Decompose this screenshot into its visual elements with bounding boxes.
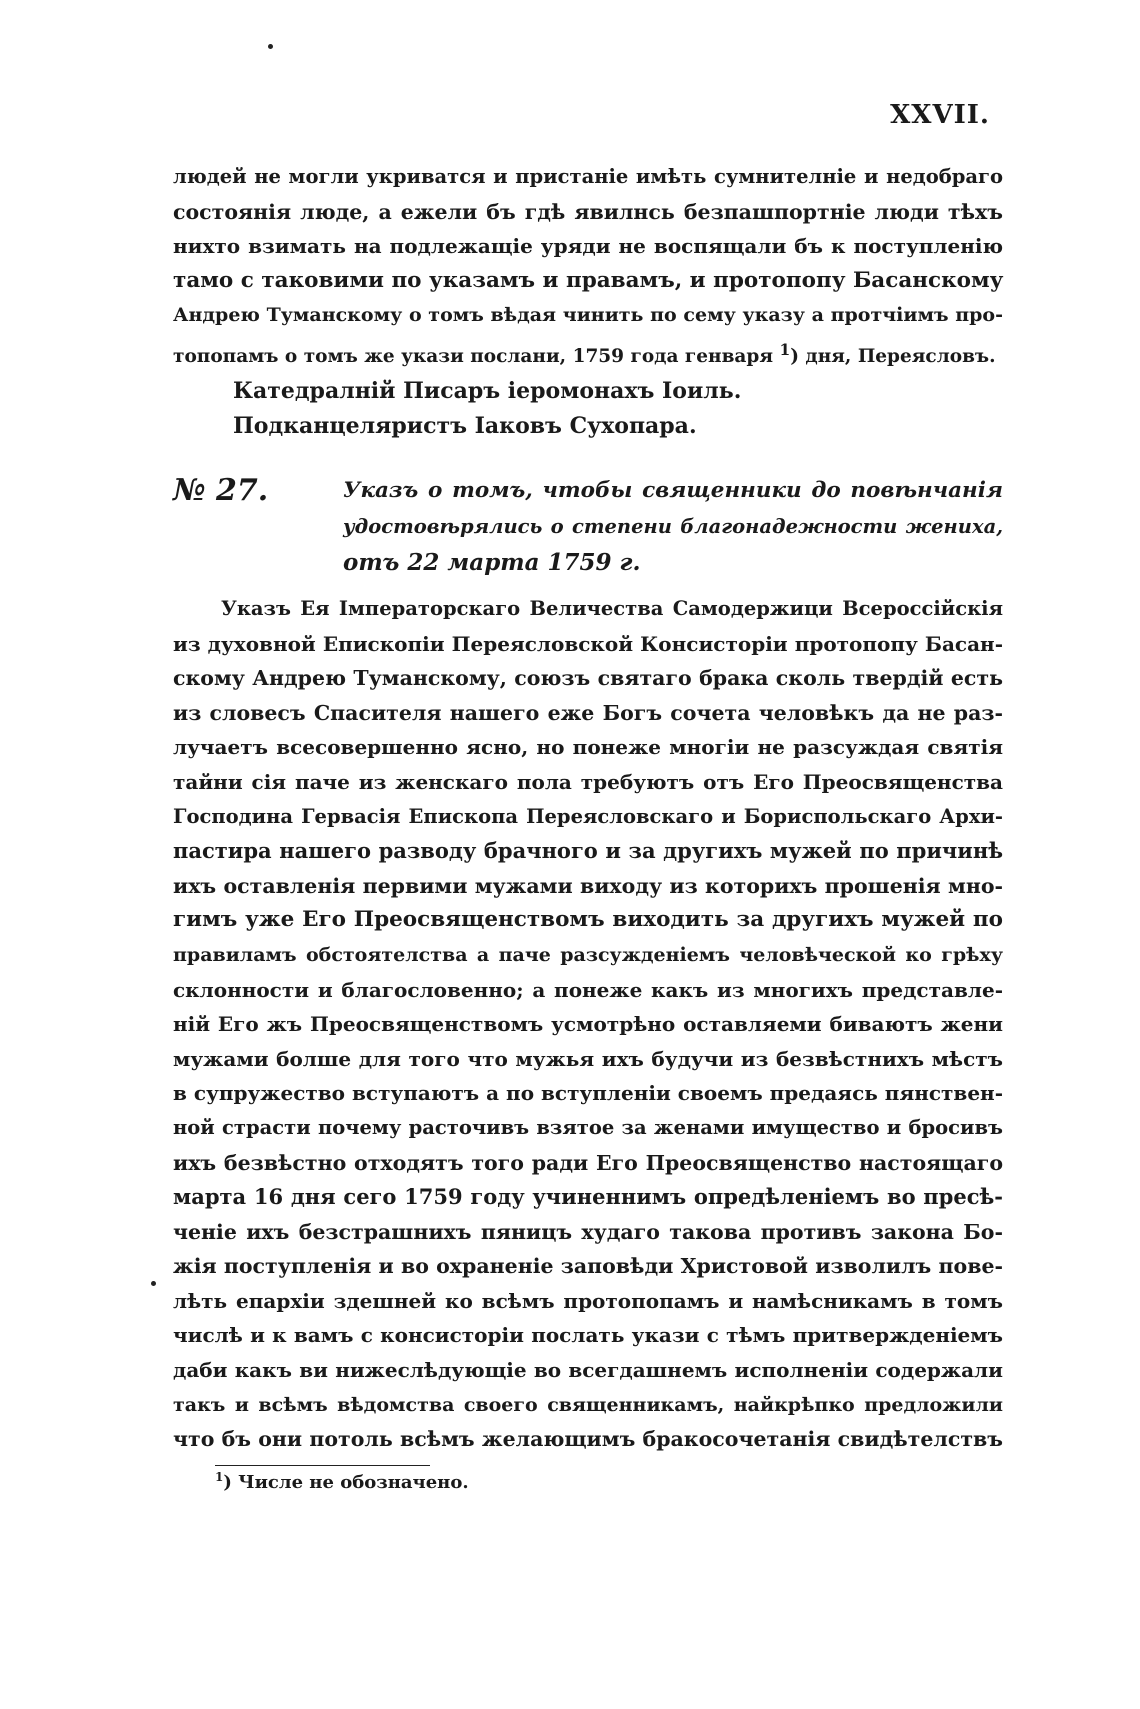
document-body [173,592,1003,1457]
body-line: из словесъ Спасителя нашего еже Богъ сочета человѣкъ да не раз- [173,700,1003,725]
signature-clerk: Подканцеляристъ Іаковъ Сухопара. [233,412,697,439]
text-line [173,333,1003,375]
text-line: людей не могли укриватся и пристаніе имѣть сумнителніе и недобраго [173,165,1003,188]
print-speck [151,1281,156,1286]
continuation-text [173,160,1003,443]
body-line: числѣ и к вамъ с консисторіи послать укази с тѣмъ притвержденіемъ [173,1323,1003,1348]
footnote-ref: 1 [779,340,791,359]
body-line: мужами болше для того что мужья ихъ будучи из безвѣстнихъ мѣстъ [173,1046,1003,1071]
body-line: лучаетъ всесовершенно ясно, но понеже многіи не разсуждая святія [173,735,1003,760]
text-line: нихто взимать на подлежащіе уряди не воспящали бъ к поступленію [173,234,1003,258]
signature-scribe: Катедралній Писаръ іеромонахъ Іоиль. [233,378,742,405]
title-line: удостовѣрялись о степени благонадежности жениха, [343,515,1003,538]
print-speck [268,44,273,49]
body-line: такъ и всѣмъ вѣдомства своего священникамъ, найкрѣпко предложили [173,1393,1003,1416]
footnote [215,1470,469,1493]
text-line-part: топопамъ о томъ же укази послани, 1759 года генваря [173,345,780,367]
footnote-divider [215,1465,430,1466]
body-line: тайни сія паче из женскаго пола требуютъ отъ Его Преосвященства [173,769,1003,794]
body-line: пастира нашего разводу брачного и за другихъ мужей по причинѣ [173,838,1003,864]
body-line: ной страсти почему расточивъ взятое за женами имущество и бросивъ [173,1115,1003,1139]
text-line-part: ) дня, Переясловъ. [790,345,996,367]
body-line: марта 16 дня сего 1759 году учиненнимъ опредѣленіемъ во пресѣ- [173,1184,1003,1210]
body-line: ихъ безвѣстно отходятъ того ради Его Преосвященство настоящаго [173,1150,1003,1175]
footnote-marker: 1 [215,1470,224,1484]
text-line: состоянія люде, а ежели бъ гдѣ явилнсь безпашпортніе люди тѣхъ [173,199,1003,224]
footnote-text: ) Числе не обозначено. [223,1472,469,1493]
body-line: жія поступленія и во охраненіе заповѣди Христовой изволилъ пове- [173,1254,1003,1279]
text-line: Андрею Туманскому о томъ вѣдая чинить по сему указу а протчіимъ про- [173,304,1003,326]
title-line: Указъ о томъ, чтобы священники до повѣнчанія [343,478,1003,503]
body-line: из духовной Епископіи Переясловской Консисторіи протопопу Басан- [173,631,1003,656]
body-line: что бъ они потоль всѣмъ желающимъ бракосочетанія свидѣтелствъ [173,1427,1003,1452]
document-number: № 27. [173,473,269,508]
body-line: правиламъ обстоятелства а паче разсужденіемъ человѣческой ко грѣху [173,943,1003,966]
document-title [343,473,1003,581]
body-line: склонности и благословенно; а понеже какъ из многихъ представле- [173,977,1003,1002]
body-line: в супружество вступаютъ а по вступленіи своемъ предаясь пянствен- [173,1081,1003,1106]
text-line: тамо с таковими по указамъ и правамъ, и протопопу Басанскому [173,267,1004,293]
body-line: ченіе ихъ безстрашнихъ пяницъ худаго такова противъ закона Бо- [173,1219,1003,1244]
body-line: гимъ уже Его Преосвященствомъ виходить за другихъ мужей по [173,907,1003,933]
title-line: отъ 22 марта 1759 г. [343,549,641,576]
body-line: лѣть епархіи здешней ко всѣмъ протопопамъ и намѣсникамъ в томъ [173,1288,1003,1313]
body-line: скому Андрею Туманскому, союзъ святаго брака сколь твердій есть [173,666,1003,691]
body-line: ній Его жъ Преосвященствомъ усмотрѣно оставляеми биваютъ жени [173,1012,1003,1037]
page-number: XXVII. [890,100,990,130]
body-line: Указъ Ея Імператорскаго Величества Самодержици Всероссійскія [221,597,1003,620]
body-line: Господина Гервасія Епископа Переясловскаго и Бориспольскаго Архи- [173,804,1003,828]
body-line: даби какъ ви нижеслѣдующіе во всегдашнемъ исполненіи содержали [173,1358,1003,1383]
body-line: ихъ оставленія первими мужами виходу из которихъ прошенія мно- [173,873,1003,898]
